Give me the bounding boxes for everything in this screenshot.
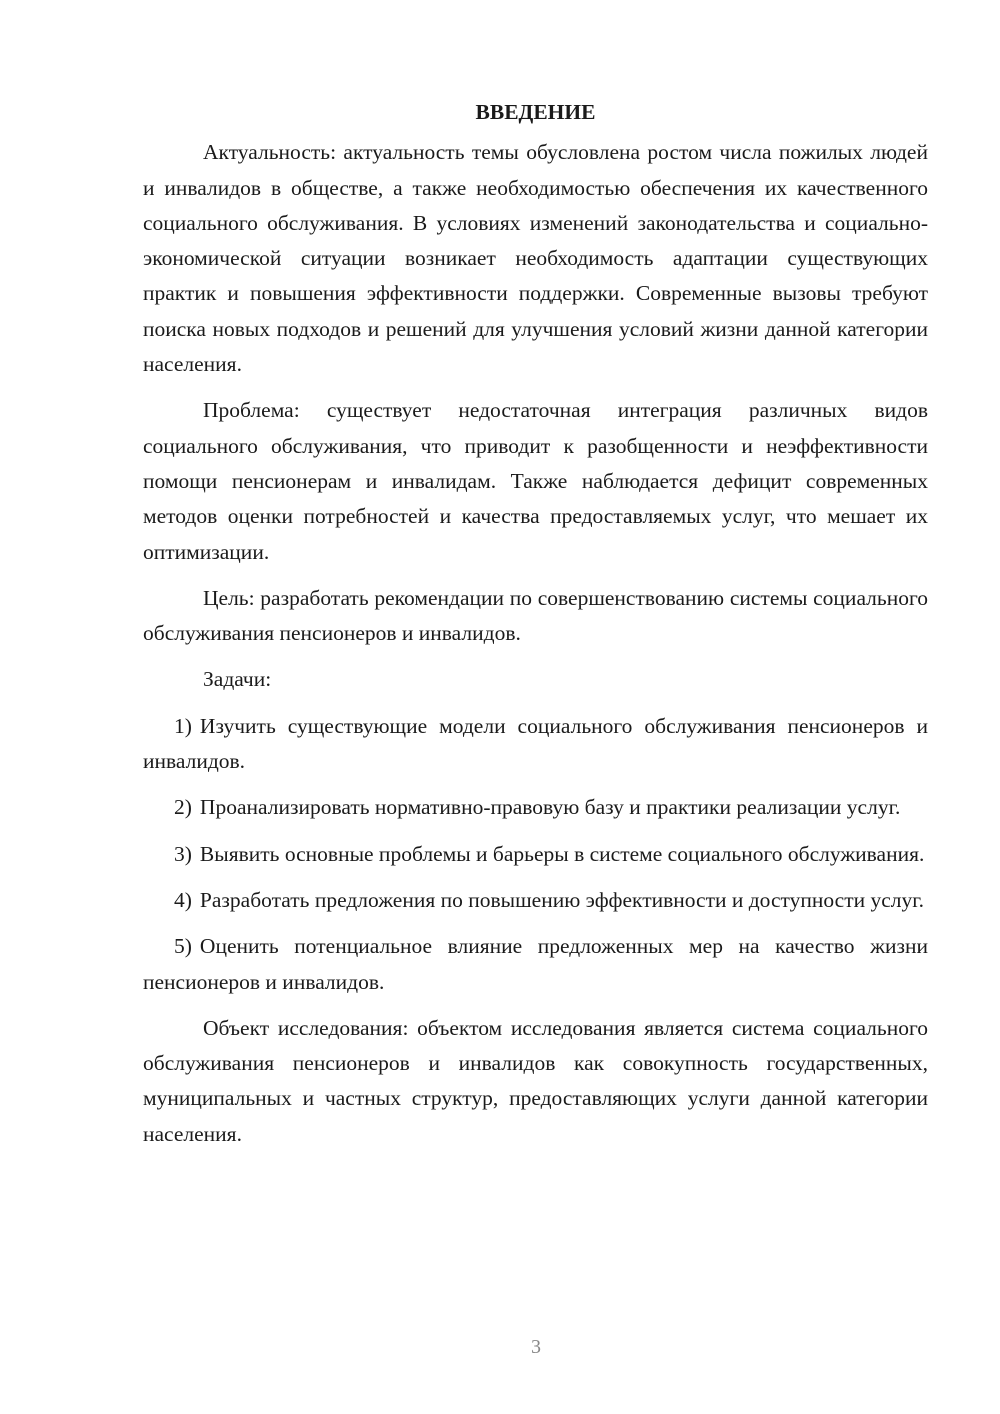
task-text: Оценить потенциальное влияние предложенных мер на качество жизни пенсионеров и инвалидов. xyxy=(143,934,928,994)
task-number: 3) xyxy=(174,841,192,866)
task-number: 5) xyxy=(174,934,192,959)
relevance-paragraph: Актуальность: актуальность темы обусловлена ростом числа пожилых людей и инвалидов в обществе, а также необходимостью обеспечения их качественного социального обслуживания. В условиях изменений законодательства и социально-экономической ситуации возникает необходимость адаптации существующих практик и повышения эффективности поддержки. Современные вызовы требуют поиска новых подходов и решений для улучшения условий жизни данной категории населения. xyxy=(143,140,928,377)
goal-paragraph: Цель: разработать рекомендации по совершенствованию системы социального обслуживания пенсионеров и инвалидов. xyxy=(143,585,928,646)
task-item xyxy=(143,709,928,780)
task-item xyxy=(143,790,928,825)
task-text: Проанализировать нормативно-правовую базу и практики реализации услуг. xyxy=(199,795,901,820)
section-title: ВВЕДЕНИЕ xyxy=(475,100,596,124)
task-item xyxy=(143,883,928,918)
page-number: 3 xyxy=(531,1336,541,1358)
task-item xyxy=(143,929,928,1000)
task-text: Выявить основные проблемы и барьеры в системе социального обслуживания. xyxy=(199,841,925,866)
object-paragraph: Объект исследования: объектом исследования является система социального обслуживания пенсионеров и инвалидов как совокупность государственных, муниципальных и частных структур, предоставляющих услуги данной категории населения. xyxy=(143,1015,928,1146)
task-number: 2) xyxy=(174,795,192,820)
task-text: Разработать предложения по повышению эффективности и доступности услуг. xyxy=(199,887,925,912)
tasks-heading: Задачи: xyxy=(203,667,272,692)
task-item xyxy=(143,837,928,872)
page-content xyxy=(143,95,928,1152)
task-number: 4) xyxy=(174,887,192,912)
task-number: 1) xyxy=(174,713,192,738)
task-text: Изучить существующие модели социального обслуживания пенсионеров и инвалидов. xyxy=(143,713,928,774)
problem-paragraph: Проблема: существует недостаточная интеграция различных видов социального обслуживания, что приводит к разобщенности и неэффективности помощи пенсионерам и инвалидам. Также наблюдается дефицит современных методов оценки потребностей и качества предоставляемых услуг, что мешает их оптимизации. xyxy=(143,398,928,564)
